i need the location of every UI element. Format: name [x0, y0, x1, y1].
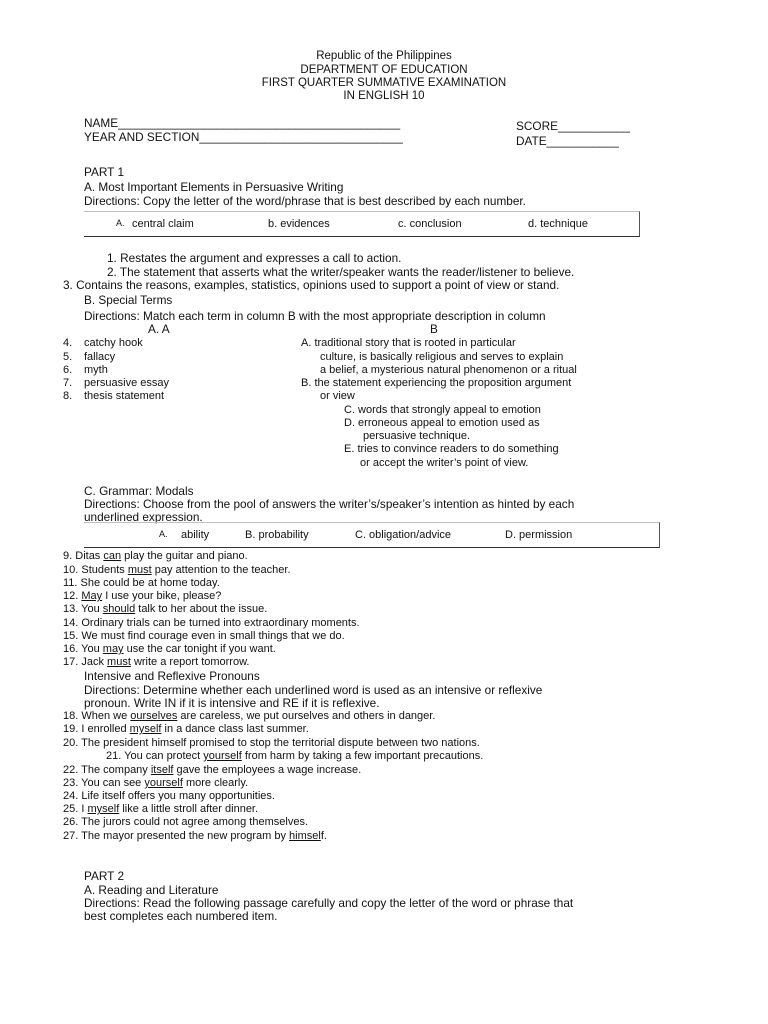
choices-box-c	[84, 522, 660, 548]
modal-item: 9. Ditas can play the guitar and piano.	[63, 550, 248, 562]
choice-d: d. technique	[528, 218, 588, 230]
pronoun-item: 26. The jurors could not agree among themselves.	[63, 816, 308, 828]
modal-item: 14. Ordinary trials can be turned into extraordinary moments.	[63, 617, 360, 629]
term-7: persuasive essay	[84, 377, 169, 389]
header-exam-title: FIRST QUARTER SUMMATIVE EXAMINATION	[261, 77, 507, 89]
choice-probability: B. probability	[245, 529, 309, 541]
name-field: NAME___________________________________________	[84, 116, 401, 130]
modal-item: 11. She could be at home today.	[63, 577, 220, 589]
section-b-directions: Directions: Match each term in column B with the most appropriate description in column	[84, 309, 546, 323]
part2-directions-1: Directions: Read the following passage carefully and copy the letter of the word or phrase that	[84, 896, 574, 910]
desc-d-line1: D. erroneous appeal to emotion used as	[344, 417, 540, 429]
choice-a-letter: A.	[116, 218, 125, 228]
pronoun-item: 27. The mayor presented the new program by himself.	[63, 830, 327, 842]
column-b-heading: B	[430, 322, 438, 336]
modal-item: 13. You should talk to her about the issue.	[63, 603, 268, 615]
pronoun-item: 19. I enrolled myself in a dance class last summer.	[63, 723, 309, 735]
score-field: SCORE___________	[516, 119, 631, 133]
desc-d-line2: persuasive technique.	[363, 430, 471, 442]
part1-title: PART 1	[84, 165, 124, 179]
term-num-5: 5.	[63, 351, 73, 363]
choice-c-a-letter: A.	[159, 529, 168, 539]
pronoun-item: 20. The president himself promised to stop the territorial dispute between two nations.	[63, 737, 480, 749]
choice-ability: ability	[181, 529, 210, 541]
desc-b-line2: or view	[320, 390, 355, 402]
header-subject: IN ENGLISH 10	[343, 90, 425, 102]
item-1: 1. Restates the argument and expresses a call to action.	[107, 251, 402, 265]
desc-c: C. words that strongly appeal to emotion	[344, 404, 541, 416]
pronoun-item: 25. I myself like a little stroll after dinner.	[63, 803, 259, 815]
term-6: myth	[84, 364, 108, 376]
choice-a: central claim	[132, 218, 194, 230]
desc-b-line1: B. the statement experiencing the proposition argument	[301, 377, 572, 389]
pronouns-directions-2: pronoun. Write IN if it is intensive and RE if it is reflexive.	[84, 696, 380, 710]
item-2: 2. The statement that asserts what the writer/speaker wants the reader/listener to believe.	[107, 265, 575, 279]
desc-a-line2: culture, is basically religious and serves to explain	[320, 351, 564, 363]
term-8: thesis statement	[84, 390, 165, 402]
section-c-title: C. Grammar: Modals	[84, 484, 194, 498]
pronoun-item: 24. Life itself offers you many opportunities.	[63, 790, 275, 802]
pronoun-item: 22. The company itself gave the employees a wage increase.	[63, 764, 362, 776]
header-department: DEPARTMENT OF EDUCATION	[300, 64, 468, 76]
part2-section-a-title: A. Reading and Literature	[84, 883, 219, 897]
desc-a-line1: A. traditional story that is rooted in particular	[301, 337, 516, 349]
choice-c: c. conclusion	[398, 218, 462, 230]
term-num-4: 4.	[63, 337, 73, 349]
pronoun-item: 18. When we ourselves are careless, we put ourselves and others in danger.	[63, 710, 436, 722]
column-a-heading: A. A	[148, 322, 170, 336]
part2-title: PART 2	[84, 869, 124, 883]
section-a-directions: Directions: Copy the letter of the word/phrase that is best described by each number.	[84, 194, 526, 208]
section-a-title: A. Most Important Elements in Persuasive Writing	[84, 180, 344, 194]
pronoun-item: 21. You can protect yourself from harm by taking a few important precautions.	[106, 750, 484, 762]
modal-item: 16. You may use the car tonight if you want.	[63, 643, 276, 655]
section-b-title: B. Special Terms	[84, 293, 173, 307]
section-c-directions-2: underlined expression.	[84, 510, 203, 524]
section-c-directions-1: Directions: Choose from the pool of answers the writer’s/speaker’s intention as hinted by each	[84, 497, 575, 511]
term-num-7: 7.	[63, 377, 73, 389]
choice-permission: D. permission	[505, 529, 573, 541]
desc-e-line2: or accept the writer’s point of view.	[360, 457, 529, 469]
pronouns-directions-1: Directions: Determine whether each underlined word is used as an intensive or reflexive	[84, 683, 543, 697]
term-num-6: 6.	[63, 364, 73, 376]
desc-a-line3: a belief, a mysterious natural phenomenon or a ritual	[320, 364, 577, 376]
choice-obligation: C. obligation/advice	[355, 529, 452, 541]
header-republic: Republic of the Philippines	[316, 50, 452, 62]
term-5: fallacy	[84, 351, 116, 363]
desc-e-line1: E. tries to convince readers to do something	[344, 443, 559, 455]
term-num-8: 8.	[63, 390, 73, 402]
modal-item: 17. Jack must write a report tomorrow.	[63, 656, 250, 668]
modal-item: 15. We must find courage even in small things that we do.	[63, 630, 345, 642]
modal-item: 10. Students must pay attention to the teacher.	[63, 564, 291, 576]
part2-directions-2: best completes each numbered item.	[84, 909, 278, 923]
pronouns-title: Intensive and Reflexive Pronouns	[84, 669, 260, 683]
choices-box-a	[84, 211, 640, 237]
date-field: DATE___________	[516, 134, 619, 148]
pronoun-item: 23. You can see yourself more clearly.	[63, 777, 249, 789]
year-section-field: YEAR AND SECTION_______________________________	[84, 130, 403, 144]
item-3: 3. Contains the reasons, examples, statistics, opinions used to support a point of view or stand.	[63, 278, 560, 292]
modal-item: 12. May I use your bike, please?	[63, 590, 222, 602]
term-4: catchy hook	[84, 337, 143, 349]
choice-b: b. evidences	[268, 218, 330, 230]
